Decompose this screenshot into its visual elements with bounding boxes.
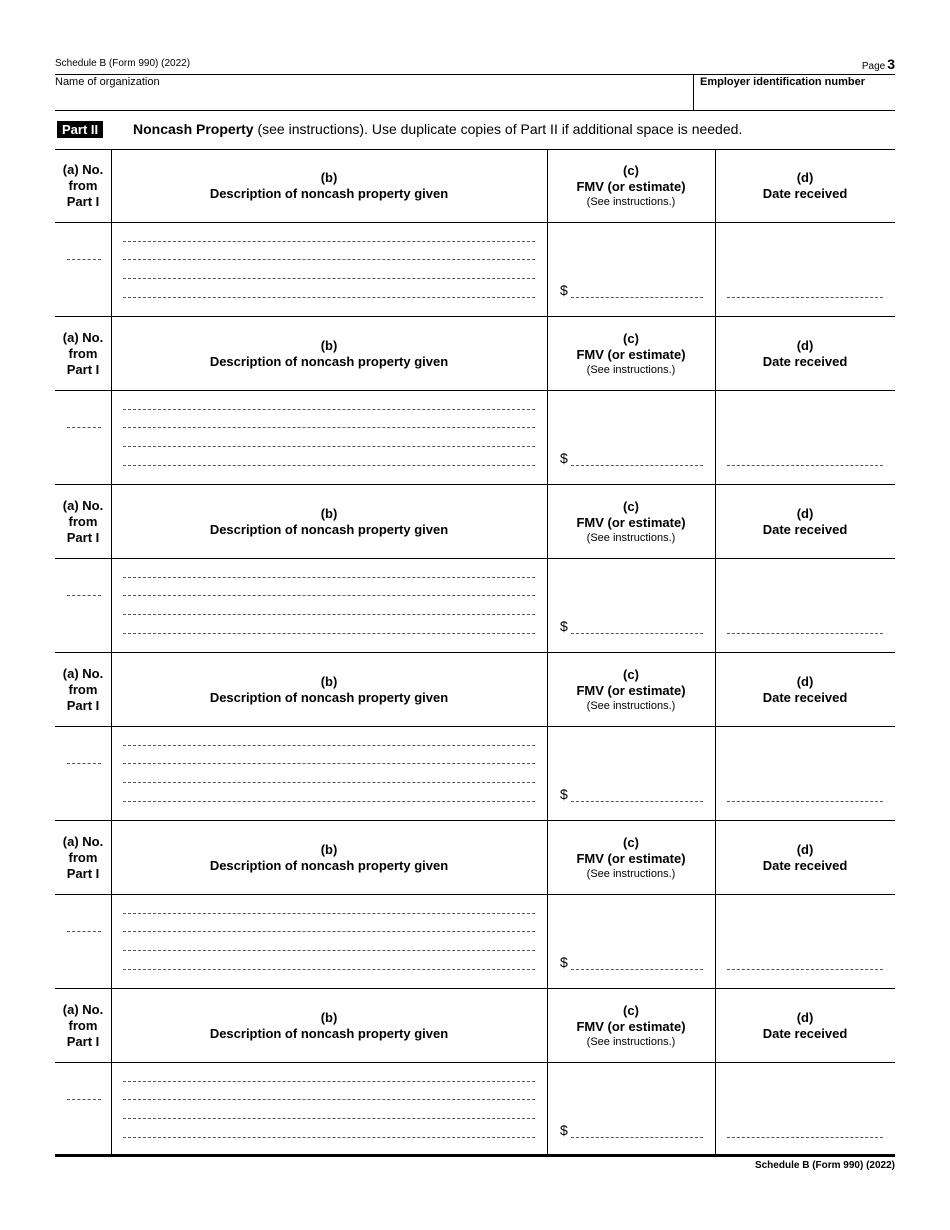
- noncash-property-entry: [55, 821, 895, 989]
- header-separator: [55, 222, 895, 223]
- part-i-number-field[interactable]: [67, 259, 101, 260]
- ein-label: Employer identification number: [700, 76, 866, 88]
- part-i-number-field[interactable]: [67, 1099, 101, 1100]
- col-a-header: (a) No. from Part I: [62, 161, 104, 209]
- description-line[interactable]: [123, 446, 535, 447]
- col-b-header: (b) Description of noncash property given: [209, 505, 449, 537]
- description-line[interactable]: [123, 577, 535, 578]
- part-header: [55, 118, 895, 142]
- col-d-header: (d) Date received: [762, 169, 848, 201]
- description-line[interactable]: [123, 801, 535, 802]
- org-info-row: [55, 74, 895, 110]
- fmv-field[interactable]: [571, 969, 703, 970]
- col-b-header: (b) Description of noncash property given: [209, 673, 449, 705]
- noncash-property-entry: [55, 989, 895, 1157]
- ein-field[interactable]: [693, 74, 896, 110]
- col-d-header: (d) Date received: [762, 337, 848, 369]
- description-line[interactable]: [123, 614, 535, 615]
- col-c-header: (c) FMV (or estimate) (See instructions.): [576, 498, 686, 544]
- col-c-header: (c) FMV (or estimate) (See instructions.): [576, 330, 686, 376]
- part-i-number-field[interactable]: [67, 595, 101, 596]
- divider: [55, 110, 895, 111]
- dollar-sign: $: [560, 1122, 568, 1138]
- col-d-header: (d) Date received: [762, 841, 848, 873]
- dollar-sign: $: [560, 450, 568, 466]
- col-d-header: (d) Date received: [762, 1009, 848, 1041]
- description-line[interactable]: [123, 409, 535, 410]
- col-b-header: (b) Description of noncash property given: [209, 169, 449, 201]
- dollar-sign: $: [560, 786, 568, 802]
- description-line[interactable]: [123, 745, 535, 746]
- description-line[interactable]: [123, 1099, 535, 1100]
- header-separator: [55, 726, 895, 727]
- description-line[interactable]: [123, 633, 535, 634]
- col-c-header: (c) FMV (or estimate) (See instructions.): [576, 162, 686, 208]
- date-received-field[interactable]: [727, 969, 883, 970]
- description-line[interactable]: [123, 950, 535, 951]
- divider: [55, 1154, 895, 1156]
- description-line[interactable]: [123, 241, 535, 242]
- part-title: Noncash Property (see instructions). Use duplicate copies of Part II if additional space is needed.: [133, 121, 743, 137]
- description-line[interactable]: [123, 278, 535, 279]
- date-received-field[interactable]: [727, 297, 883, 298]
- description-line[interactable]: [123, 763, 535, 764]
- header-separator: [55, 390, 895, 391]
- date-received-field[interactable]: [727, 633, 883, 634]
- noncash-property-entry: [55, 149, 895, 317]
- description-line[interactable]: [123, 427, 535, 428]
- fmv-field[interactable]: [571, 465, 703, 466]
- col-d-header: (d) Date received: [762, 505, 848, 537]
- form-id: Schedule B (Form 990) (2022): [55, 58, 191, 69]
- col-b-header: (b) Description of noncash property given: [209, 1009, 449, 1041]
- description-line[interactable]: [123, 969, 535, 970]
- description-line[interactable]: [123, 465, 535, 466]
- fmv-field[interactable]: [571, 1137, 703, 1138]
- row-divider: [55, 1156, 895, 1157]
- page-header: [55, 56, 895, 72]
- description-line[interactable]: [123, 931, 535, 932]
- col-b-header: (b) Description of noncash property given: [209, 337, 449, 369]
- date-received-field[interactable]: [727, 1137, 883, 1138]
- dollar-sign: $: [560, 282, 568, 298]
- description-line[interactable]: [123, 782, 535, 783]
- col-a-header: (a) No. from Part I: [62, 1001, 104, 1049]
- col-a-header: (a) No. from Part I: [62, 329, 104, 377]
- col-c-header: (c) FMV (or estimate) (See instructions.): [576, 666, 686, 712]
- fmv-field[interactable]: [571, 297, 703, 298]
- page-number: Page 3: [861, 56, 895, 72]
- description-line[interactable]: [123, 1137, 535, 1138]
- part-badge: Part II: [57, 121, 103, 138]
- header-separator: [55, 1062, 895, 1063]
- col-a-header: (a) No. from Part I: [62, 665, 104, 713]
- description-line[interactable]: [123, 1118, 535, 1119]
- col-c-header: (c) FMV (or estimate) (See instructions.): [576, 1002, 686, 1048]
- header-separator: [55, 894, 895, 895]
- date-received-field[interactable]: [727, 801, 883, 802]
- noncash-property-entry: [55, 317, 895, 485]
- description-line[interactable]: [123, 259, 535, 260]
- col-d-header: (d) Date received: [762, 673, 848, 705]
- description-line[interactable]: [123, 913, 535, 914]
- description-line[interactable]: [123, 595, 535, 596]
- dollar-sign: $: [560, 618, 568, 634]
- dollar-sign: $: [560, 954, 568, 970]
- part-i-number-field[interactable]: [67, 931, 101, 932]
- description-line[interactable]: [123, 1081, 535, 1082]
- noncash-property-entry: [55, 653, 895, 821]
- form-page: [55, 0, 895, 1230]
- description-line[interactable]: [123, 297, 535, 298]
- col-a-header: (a) No. from Part I: [62, 833, 104, 881]
- org-name-label: Name of organization: [55, 76, 160, 88]
- part-i-number-field[interactable]: [67, 427, 101, 428]
- col-a-header: (a) No. from Part I: [62, 497, 104, 545]
- fmv-field[interactable]: [571, 801, 703, 802]
- col-c-header: (c) FMV (or estimate) (See instructions.): [576, 834, 686, 880]
- date-received-field[interactable]: [727, 465, 883, 466]
- col-b-header: (b) Description of noncash property given: [209, 841, 449, 873]
- footer-form-id: Schedule B (Form 990) (2022): [754, 1160, 895, 1171]
- noncash-property-entry: [55, 485, 895, 653]
- header-separator: [55, 558, 895, 559]
- part-i-number-field[interactable]: [67, 763, 101, 764]
- fmv-field[interactable]: [571, 633, 703, 634]
